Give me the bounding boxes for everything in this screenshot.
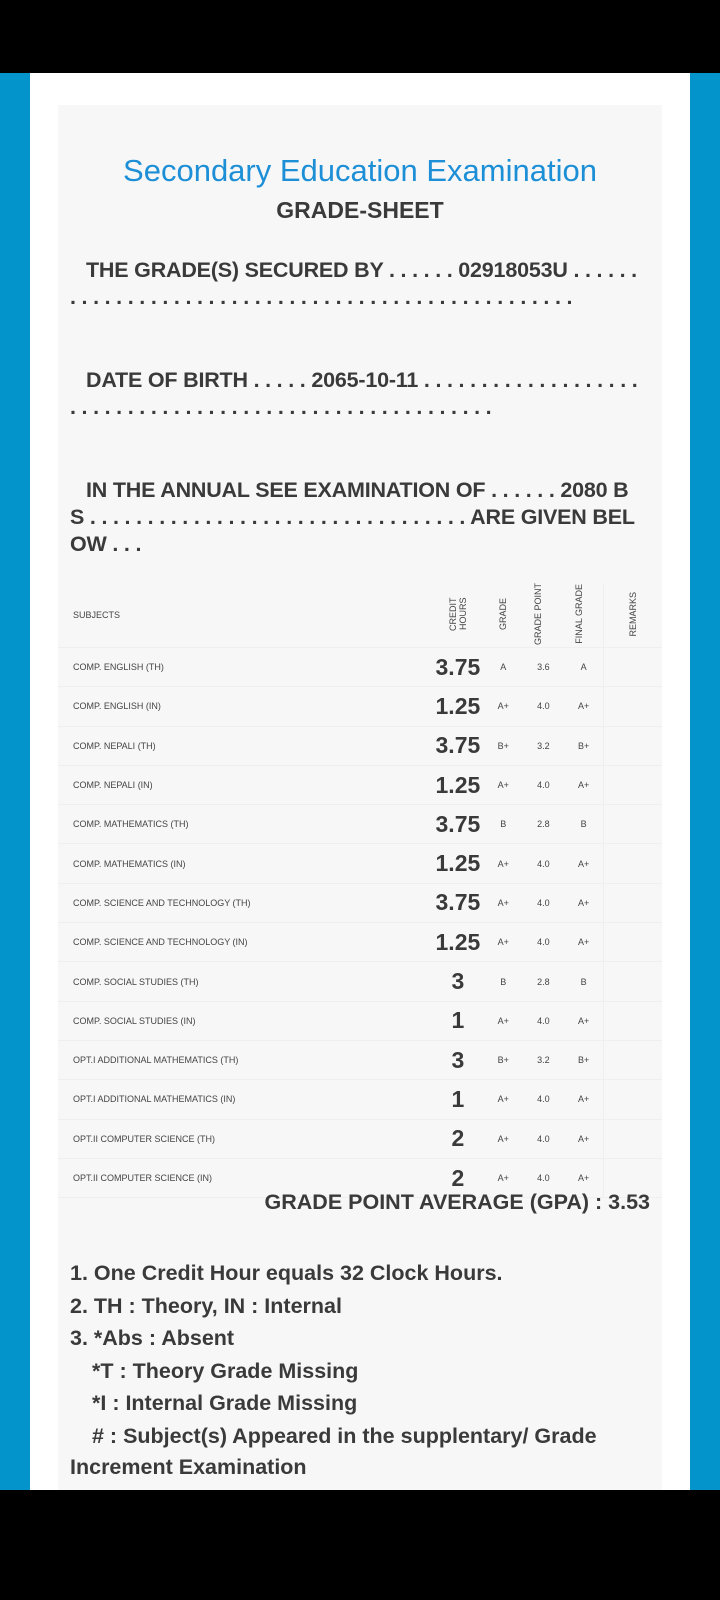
grade-point-cell: 4.0 — [523, 1119, 564, 1158]
right-frame — [690, 73, 720, 1490]
grade-cell: A+ — [484, 844, 523, 883]
note-item: 2. TH : Theory, IN : Internal — [70, 1293, 342, 1318]
grade-point-cell: 4.0 — [523, 1001, 564, 1040]
grade-cell: B+ — [484, 1040, 523, 1079]
table-row — [58, 648, 662, 687]
grade-point-cell: 2.8 — [523, 805, 564, 844]
subject-cell: COMP. MATHEMATICS (TH) — [58, 805, 432, 844]
grade-cell: A+ — [484, 923, 523, 962]
header-grade: GRADE — [498, 597, 509, 630]
table-row — [58, 1080, 662, 1119]
table-row — [58, 923, 662, 962]
subject-cell: COMP. SOCIAL STUDIES (TH) — [58, 962, 432, 1001]
final-grade-cell: A+ — [564, 923, 604, 962]
grade-cell: A+ — [484, 1001, 523, 1040]
final-grade-cell: B+ — [564, 1040, 604, 1079]
table-row — [58, 765, 662, 804]
final-grade-cell: A — [564, 648, 604, 687]
subject-cell: OPT.I ADDITIONAL MATHEMATICS (IN) — [58, 1080, 432, 1119]
date-of-birth-line: DATE OF BIRTH . . . . . 2065-10-11 . . . . . . . . . . . . . . . . . . . . . . . . . . . . . . . . . . . . . . . . . . . . . . . . . . . . . . . . — [70, 368, 638, 419]
credit-hours-cell: 3.75 — [432, 726, 484, 765]
credit-hours-cell: 1.25 — [432, 844, 484, 883]
grade-point-cell: 4.0 — [523, 1158, 564, 1197]
exam-line: IN THE ANNUAL SEE EXAMINATION OF . . . . . . 2080 BS . . . . . . . . . . . . . . . . . . . . . . . . . . . . . . . . . ARE GIVEN BELOW . . . — [70, 478, 635, 556]
grade-point-cell: 3.2 — [523, 726, 564, 765]
credit-hours-cell: 1.25 — [432, 765, 484, 804]
grade-sheet-heading: GRADE-SHEET — [276, 197, 444, 223]
subject-cell: COMP. SCIENCE AND TECHNOLOGY (IN) — [58, 923, 432, 962]
secured-by-line: THE GRADE(S) SECURED BY . . . . . . 02918053U . . . . . . . . . . . . . . . . . . . . . . . . . . . . . . . . . . . . . . . . . . . . . . . . . . — [70, 258, 637, 309]
credit-hours-cell: 2 — [432, 1158, 484, 1197]
credit-hours-cell: 1.25 — [432, 687, 484, 726]
table-row — [58, 726, 662, 765]
table-row — [58, 1040, 662, 1079]
final-grade-cell: A+ — [564, 1119, 604, 1158]
final-grade-cell: A+ — [564, 883, 604, 922]
final-grade-cell: A+ — [564, 1080, 604, 1119]
subject-cell: COMP. SOCIAL STUDIES (IN) — [58, 1001, 432, 1040]
table-row — [58, 805, 662, 844]
credit-hours-cell: 1.25 — [432, 923, 484, 962]
notes-list — [70, 1257, 650, 1484]
grade-cell: B — [484, 962, 523, 1001]
subject-cell: COMP. NEPALI (TH) — [58, 726, 432, 765]
table-row — [58, 1119, 662, 1158]
remarks-cell — [604, 687, 662, 726]
table-row — [58, 962, 662, 1001]
remarks-cell — [604, 844, 662, 883]
table-row — [58, 687, 662, 726]
table-row — [58, 883, 662, 922]
subject-cell: COMP. ENGLISH (TH) — [58, 648, 432, 687]
grade-cell: B — [484, 805, 523, 844]
remarks-cell — [604, 883, 662, 922]
final-grade-cell: B+ — [564, 726, 604, 765]
note-item: # : Subject(s) Appeared in the supplentary/ Grade — [92, 1423, 597, 1448]
credit-hours-cell: 2 — [432, 1119, 484, 1158]
final-grade-cell: A+ — [564, 844, 604, 883]
remarks-cell — [604, 1040, 662, 1079]
gpa-summary: GRADE POINT AVERAGE (GPA) : 3.53 — [264, 1190, 650, 1214]
grade-sheet-card — [58, 105, 662, 1490]
grade-cell: A+ — [484, 1080, 523, 1119]
grade-point-cell: 4.0 — [523, 687, 564, 726]
final-grade-cell: B — [564, 805, 604, 844]
exam-title: Secondary Education Examination — [123, 153, 597, 188]
credit-hours-cell: 1 — [432, 1080, 484, 1119]
grade-cell: A+ — [484, 765, 523, 804]
subject-cell: OPT.II COMPUTER SCIENCE (TH) — [58, 1119, 432, 1158]
grade-cell: B+ — [484, 726, 523, 765]
grade-cell: A — [484, 648, 523, 687]
table-header-row — [58, 583, 662, 648]
grade-cell: A+ — [484, 1158, 523, 1197]
grades-table — [58, 583, 662, 1198]
grade-cell: A+ — [484, 1119, 523, 1158]
note-item: Increment Examination — [70, 1455, 307, 1479]
grade-point-cell: 4.0 — [523, 1080, 564, 1119]
table-row — [58, 1001, 662, 1040]
header-subjects: SUBJECTS — [58, 583, 432, 648]
grade-point-cell: 4.0 — [523, 923, 564, 962]
table-row — [58, 844, 662, 883]
final-grade-cell: A+ — [564, 1001, 604, 1040]
remarks-cell — [604, 962, 662, 1001]
subject-cell: COMP. NEPALI (IN) — [58, 765, 432, 804]
credit-hours-cell: 3.75 — [432, 648, 484, 687]
final-grade-cell: B — [564, 962, 604, 1001]
credit-hours-cell: 3.75 — [432, 883, 484, 922]
remarks-cell — [604, 805, 662, 844]
grade-point-cell: 4.0 — [523, 883, 564, 922]
subject-cell: OPT.II COMPUTER SCIENCE (IN) — [58, 1158, 432, 1197]
remarks-cell — [604, 648, 662, 687]
note-item: 3. *Abs : Absent — [70, 1326, 235, 1350]
grade-cell: A+ — [484, 883, 523, 922]
remarks-cell — [604, 1080, 662, 1119]
final-grade-cell: A+ — [564, 1158, 604, 1197]
left-frame — [0, 73, 30, 1490]
subject-cell: COMP. MATHEMATICS (IN) — [58, 844, 432, 883]
remarks-cell — [604, 1001, 662, 1040]
note-item: 1. One Credit Hour equals 32 Clock Hours. — [70, 1261, 503, 1285]
remarks-cell — [604, 765, 662, 804]
credit-hours-cell: 1 — [432, 1001, 484, 1040]
header-final-grade: FINAL GRADE — [573, 584, 584, 644]
header-credit-hours: CREDIT HOURS — [447, 597, 468, 631]
subject-cell: OPT.I ADDITIONAL MATHEMATICS (TH) — [58, 1040, 432, 1079]
final-grade-cell: A+ — [564, 765, 604, 804]
header-grade-point: GRADE POINT — [533, 582, 544, 645]
grade-point-cell: 2.8 — [523, 962, 564, 1001]
final-grade-cell: A+ — [564, 687, 604, 726]
subject-cell: COMP. SCIENCE AND TECHNOLOGY (TH) — [58, 883, 432, 922]
remarks-cell — [604, 726, 662, 765]
grade-point-cell: 4.0 — [523, 844, 564, 883]
remarks-cell — [604, 923, 662, 962]
credit-hours-cell: 3 — [432, 962, 484, 1001]
header-remarks: REMARKS — [628, 591, 639, 637]
grade-point-cell: 3.6 — [523, 648, 564, 687]
grade-point-cell: 4.0 — [523, 765, 564, 804]
credit-hours-cell: 3 — [432, 1040, 484, 1079]
subject-cell: COMP. ENGLISH (IN) — [58, 687, 432, 726]
note-item: *T : Theory Grade Missing — [92, 1358, 359, 1383]
grade-sheet-page[interactable] — [30, 73, 690, 1490]
remarks-cell — [604, 1119, 662, 1158]
grade-cell: A+ — [484, 687, 523, 726]
note-item: *I : Internal Grade Missing — [92, 1391, 358, 1415]
credit-hours-cell: 3.75 — [432, 805, 484, 844]
grade-point-cell: 3.2 — [523, 1040, 564, 1079]
